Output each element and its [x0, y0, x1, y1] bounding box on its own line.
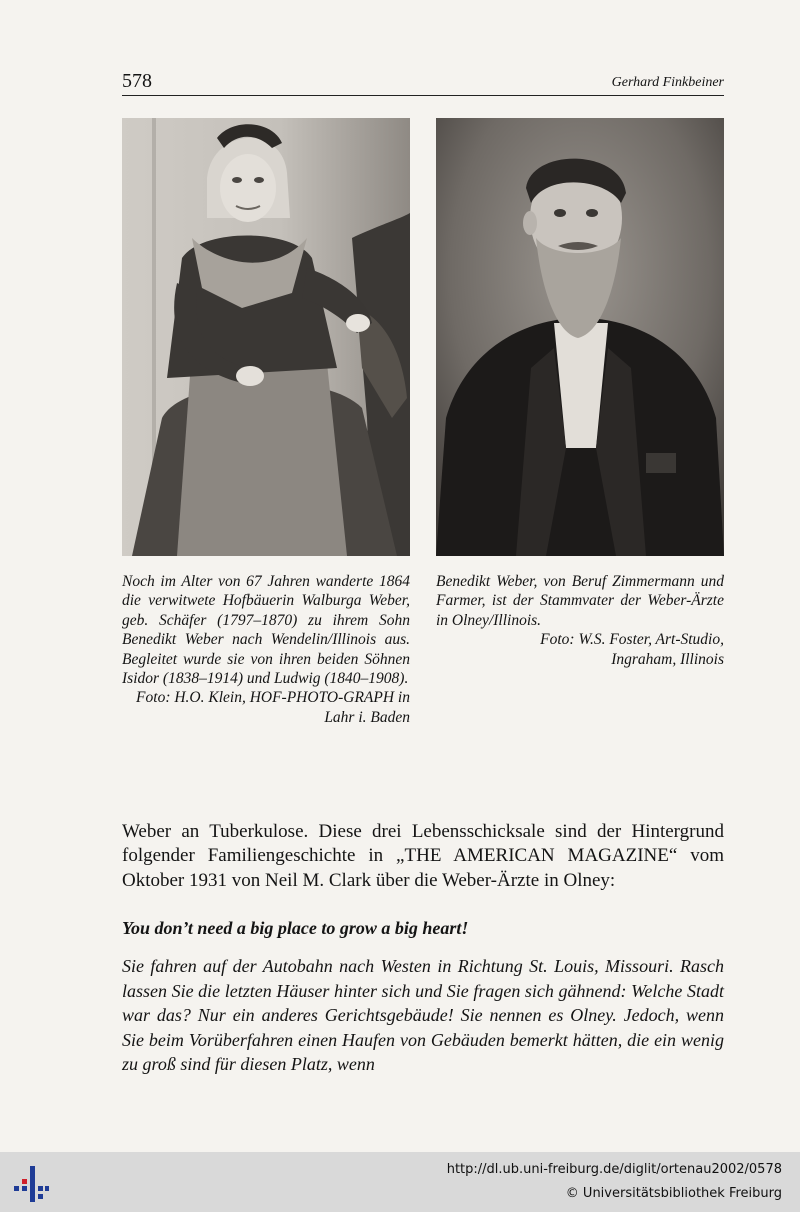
caption-right-credit-line2: Ingraham, Illinois [611, 650, 724, 668]
caption-right-credit-line1: Foto: W.S. Foster, Art-Studio, [540, 631, 724, 649]
copyright-text: © Universitätsbibliothek Freiburg [565, 1186, 782, 1201]
page-header [122, 70, 724, 96]
portrait-photo-left [122, 118, 410, 556]
caption-right [436, 572, 724, 669]
caption-left-text: Noch im Alter von 67 Jahren wanderte 1864 die verwitwete Hofbäuerin Walburga Weber, geb. Schäfer (1797–1870) zu ihrem Sohn Benedikt Weber nach Wendelin/Illinois aus. Begleitet wurde sie von ihren beiden Söhnen Isidor (1838–1914) und Ludwig (1840–1908). [122, 573, 410, 688]
caption-right-text: Benedikt Weber, von Beruf Zimmermann und Farmer, ist der Stammvater der Weber-Ärzte in Olney/Illinois. [436, 573, 724, 629]
caption-left [122, 572, 410, 727]
page-number: 578 [122, 70, 152, 92]
caption-left-credit: Foto: H.O. Klein, HOF-PHOTO-GRAPH in Lahr i. Baden [136, 689, 410, 726]
running-head: Gerhard Finkbeiner [611, 75, 724, 90]
portrait-photo-elderly-woman-icon [122, 118, 410, 556]
permalink-url[interactable]: http://dl.ub.uni-freiburg.de/diglit/ortenau2002/0578 [446, 1162, 782, 1177]
portrait-photo-right [436, 118, 724, 556]
viewer-footer [0, 1152, 800, 1212]
section-heading: You don’t need a big place to grow a big heart! [122, 918, 469, 938]
portrait-photo-bearded-man-icon [436, 118, 724, 556]
body-paragraph: Weber an Tuberkulose. Diese drei Lebensschicksale sind der Hintergrund folgender Familiengeschichte in „THE AMERICAN MAGAZINE“ vom Oktober 1931 von Neil M. Clark über die Weber-Ärzte in Olney: [122, 821, 724, 891]
italic-paragraph: Sie fahren auf der Autobahn nach Westen in Richtung St. Louis, Missouri. Rasch lassen Sie die letzten Häuser hinter sich und Sie fragen sich gähnend: Welche Stadt war das? Nur ein anderes Gerichtsgebäude! Sie nennen es Olney. Jedoch, wenn Sie beim Vorüberfahren einen Haufen von Gebäuden bemerkt hätten, die ein wenig zu groß sind für diesen Platz, wenn [122, 956, 724, 1074]
ub-freiburg-logo-icon[interactable] [10, 1164, 50, 1204]
